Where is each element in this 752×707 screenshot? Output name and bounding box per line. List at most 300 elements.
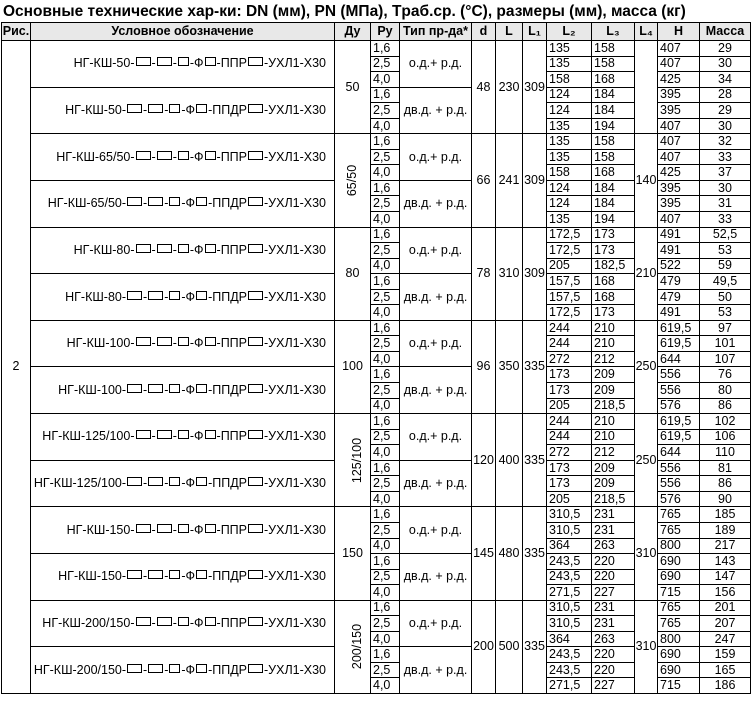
l3-cell: 168 <box>592 72 635 88</box>
designation-suffix: -УХЛ1-Х30 <box>264 56 326 71</box>
l2-cell: 157,5 <box>547 289 592 305</box>
dn-value: 65/50 <box>345 164 359 197</box>
pn-cell: 4,0 <box>371 398 400 414</box>
d-cell: 78 <box>472 227 496 320</box>
mass-cell: 33 <box>700 212 751 228</box>
mass-cell: 86 <box>700 398 751 414</box>
l3-cell: 210 <box>592 336 635 352</box>
designation-cell: НГ-КШ-125/100- - - -Ф -ППР -УХЛ1-Х30 <box>31 414 335 461</box>
h-cell: 619,5 <box>658 336 700 352</box>
l2-cell: 135 <box>547 134 592 150</box>
dn-cell <box>335 134 371 227</box>
designation-prefix: НГ-КШ-200/150- <box>42 616 135 630</box>
placeholder-box <box>248 664 263 673</box>
l4-cell: 250 <box>635 320 658 413</box>
mass-cell: 107 <box>700 351 751 367</box>
l2-cell: 135 <box>547 56 592 72</box>
designation-suffix: -УХЛ1-Х30 <box>264 102 326 117</box>
placeholder-box <box>178 337 189 346</box>
type-cell: дв.д. + р.д. <box>400 460 472 507</box>
mass-cell: 76 <box>700 367 751 383</box>
placeholder-box <box>169 664 180 673</box>
designation-suffix: -УХЛ1-Х30 <box>264 336 326 351</box>
placeholder-box <box>178 524 189 533</box>
pn-cell: 4,0 <box>371 212 400 228</box>
table-row <box>2 414 751 430</box>
l3-cell: 212 <box>592 445 635 461</box>
header-h: H <box>658 23 700 41</box>
l1-cell: 335 <box>523 600 547 693</box>
l4-cell: 310 <box>635 600 658 693</box>
l2-cell: 310,5 <box>547 616 592 632</box>
l2-cell: 244 <box>547 336 592 352</box>
mass-cell: 110 <box>700 445 751 461</box>
l-cell: 241 <box>496 134 523 227</box>
placeholder-box <box>136 430 151 439</box>
placeholder-box <box>157 57 172 66</box>
h-cell: 425 <box>658 72 700 88</box>
l3-cell: 220 <box>592 647 635 663</box>
l2-cell: 205 <box>547 398 592 414</box>
l3-cell: 184 <box>592 196 635 212</box>
designation-cell: НГ-КШ-65/50- - - -Ф -ППР -УХЛ1-Х30 <box>31 134 335 181</box>
placeholder-box <box>127 104 142 113</box>
designation-mid: -ППР <box>216 616 247 630</box>
l3-cell: 168 <box>592 289 635 305</box>
pn-cell: 1,6 <box>371 460 400 476</box>
placeholder-box <box>148 384 163 393</box>
type-cell: дв.д. + р.д. <box>400 647 472 694</box>
pn-cell: 4,0 <box>371 72 400 88</box>
placeholder-box <box>248 570 263 579</box>
mass-cell: 189 <box>700 522 751 538</box>
mass-cell: 30 <box>700 180 751 196</box>
l2-cell: 243,5 <box>547 662 592 678</box>
l2-cell: 310,5 <box>547 600 592 616</box>
placeholder-box <box>136 617 151 626</box>
l2-cell: 243,5 <box>547 647 592 663</box>
l4-cell: 310 <box>635 507 658 600</box>
pn-cell: 1,6 <box>371 227 400 243</box>
dn-cell <box>335 227 371 320</box>
l1-cell: 335 <box>523 414 547 507</box>
placeholder-box <box>248 617 263 626</box>
h-cell: 690 <box>658 569 700 585</box>
pn-cell: 2,5 <box>371 662 400 678</box>
h-cell: 619,5 <box>658 414 700 430</box>
mass-cell: 97 <box>700 320 751 336</box>
pn-cell: 2,5 <box>371 243 400 259</box>
l4-cell <box>635 41 658 134</box>
l2-cell: 157,5 <box>547 274 592 290</box>
l2-cell: 205 <box>547 491 592 507</box>
designation-cell: НГ-КШ-100- - - -Ф -ППДР -УХЛ1-Х30 <box>31 367 335 414</box>
placeholder-box <box>169 291 180 300</box>
designation-mid: -ППР <box>216 56 247 71</box>
l3-cell: 220 <box>592 569 635 585</box>
mass-cell: 37 <box>700 165 751 181</box>
l-cell: 230 <box>496 41 523 134</box>
l3-cell: 184 <box>592 87 635 103</box>
designation-prefix: НГ-КШ-65/50- <box>47 196 127 211</box>
mass-cell: 102 <box>700 414 751 430</box>
pn-cell: 4,0 <box>371 491 400 507</box>
pn-cell: 4,0 <box>371 631 400 647</box>
l4-cell: 250 <box>635 414 658 507</box>
mass-cell: 49,5 <box>700 274 751 290</box>
designation-suffix: -УХЛ1-Х30 <box>264 382 326 397</box>
pn-cell: 4,0 <box>371 445 400 461</box>
l2-cell: 310,5 <box>547 507 592 523</box>
pn-cell: 2,5 <box>371 196 400 212</box>
placeholder-box <box>127 291 142 300</box>
l3-cell: 173 <box>592 243 635 259</box>
placeholder-box <box>148 664 163 673</box>
designation-mid: -ППР <box>216 242 247 257</box>
designation-cell: НГ-КШ-80- - - -Ф -ППР -УХЛ1-Х30 <box>31 227 335 274</box>
mass-cell: 185 <box>700 507 751 523</box>
pn-cell: 1,6 <box>371 647 400 663</box>
l3-cell: 227 <box>592 678 635 694</box>
placeholder-box <box>196 477 207 486</box>
placeholder-box <box>148 570 163 579</box>
designation-prefix: НГ-КШ-65/50- <box>56 149 135 164</box>
h-cell: 690 <box>658 647 700 663</box>
designation-prefix: НГ-КШ-125/100- <box>33 476 127 491</box>
pn-cell: 2,5 <box>371 522 400 538</box>
placeholder-box <box>136 57 151 66</box>
type-cell: о.д.+ р.д. <box>400 134 472 181</box>
l2-cell: 158 <box>547 72 592 88</box>
h-cell: 395 <box>658 103 700 119</box>
dn-value: 80 <box>345 266 360 281</box>
placeholder-box <box>205 57 216 66</box>
header-pn: Ру <box>371 23 400 41</box>
type-cell: о.д.+ р.д. <box>400 507 472 554</box>
placeholder-box <box>169 104 180 113</box>
d-cell: 120 <box>472 414 496 507</box>
l2-cell: 124 <box>547 103 592 119</box>
h-cell: 576 <box>658 398 700 414</box>
pn-cell: 4,0 <box>371 351 400 367</box>
page-title: Основные технические хар-ки: DN (мм), PN (МПа), Tраб.ср. (°С), размеры (мм), масса (кг) <box>3 3 686 20</box>
placeholder-box <box>205 430 216 439</box>
l3-cell: 182,5 <box>592 258 635 274</box>
mass-cell: 159 <box>700 647 751 663</box>
header-dn: Ду <box>335 23 371 41</box>
h-cell: 765 <box>658 522 700 538</box>
placeholder-box <box>136 151 151 160</box>
l-cell: 500 <box>496 600 523 693</box>
designation-suffix: -УХЛ1-Х30 <box>264 429 326 444</box>
placeholder-box <box>169 570 180 579</box>
placeholder-box <box>148 197 163 206</box>
l2-cell: 271,5 <box>547 585 592 601</box>
placeholder-box <box>196 664 207 673</box>
l-cell: 480 <box>496 507 523 600</box>
placeholder-box <box>248 291 263 300</box>
l2-cell: 272 <box>547 445 592 461</box>
placeholder-box <box>248 57 263 66</box>
h-cell: 491 <box>658 305 700 321</box>
h-cell: 491 <box>658 227 700 243</box>
placeholder-box <box>248 197 263 206</box>
mass-cell: 28 <box>700 87 751 103</box>
placeholder-box <box>169 384 180 393</box>
pn-cell: 2,5 <box>371 103 400 119</box>
placeholder-box <box>178 430 189 439</box>
pn-cell: 2,5 <box>371 289 400 305</box>
dn-value: 200/150 <box>350 624 365 670</box>
l3-cell: 210 <box>592 414 635 430</box>
placeholder-box <box>157 430 172 439</box>
mass-cell: 59 <box>700 258 751 274</box>
designation-mid: -ППДР <box>208 102 247 117</box>
designation-prefix: НГ-КШ-50- <box>65 102 127 117</box>
type-cell: о.д.+ р.д. <box>400 320 472 367</box>
pn-cell: 1,6 <box>371 274 400 290</box>
designation-suffix: -УХЛ1-Х30 <box>264 616 326 630</box>
h-cell: 800 <box>658 631 700 647</box>
dn-cell <box>335 41 371 134</box>
placeholder-box <box>178 151 189 160</box>
mass-cell: 147 <box>700 569 751 585</box>
l3-cell: 194 <box>592 118 635 134</box>
designation-suffix: -УХЛ1-Х30 <box>264 242 326 257</box>
l3-cell: 209 <box>592 367 635 383</box>
h-cell: 407 <box>658 134 700 150</box>
placeholder-box <box>157 244 172 253</box>
type-cell: дв.д. + р.д. <box>400 180 472 227</box>
placeholder-box <box>157 617 172 626</box>
pn-cell: 1,6 <box>371 134 400 150</box>
l2-cell: 158 <box>547 165 592 181</box>
l3-cell: 209 <box>592 476 635 492</box>
d-cell: 200 <box>472 600 496 693</box>
designation-cell: НГ-КШ-50- - - -Ф -ППДР -УХЛ1-Х30 <box>31 87 335 134</box>
l-cell: 310 <box>496 227 523 320</box>
table-row <box>2 134 751 150</box>
l2-cell: 172,5 <box>547 227 592 243</box>
l2-cell: 310,5 <box>547 522 592 538</box>
l3-cell: 158 <box>592 41 635 57</box>
h-cell: 491 <box>658 243 700 259</box>
mass-cell: 34 <box>700 72 751 88</box>
l2-cell: 124 <box>547 87 592 103</box>
placeholder-box <box>169 477 180 486</box>
placeholder-box <box>127 197 142 206</box>
placeholder-box <box>205 617 216 626</box>
pn-cell: 2,5 <box>371 476 400 492</box>
l3-cell: 209 <box>592 460 635 476</box>
header-l3: L₃ <box>592 23 635 41</box>
specs-table <box>1 22 751 694</box>
placeholder-box <box>157 337 172 346</box>
h-cell: 407 <box>658 149 700 165</box>
h-cell: 395 <box>658 196 700 212</box>
l3-cell: 184 <box>592 180 635 196</box>
l-cell: 400 <box>496 414 523 507</box>
header-type: Тип пр-да* <box>400 23 472 41</box>
l2-cell: 173 <box>547 367 592 383</box>
l3-cell: 173 <box>592 305 635 321</box>
mass-cell: 207 <box>700 616 751 632</box>
h-cell: 522 <box>658 258 700 274</box>
designation-cell: НГ-КШ-200/150- - - -Ф -ППР -УХЛ1-Х30 <box>31 600 335 647</box>
l-cell: 350 <box>496 320 523 413</box>
placeholder-box <box>127 477 142 486</box>
designation-mid: -ППР <box>216 522 247 537</box>
l3-cell: 158 <box>592 149 635 165</box>
designation-cell: НГ-КШ-80- - - -Ф -ППДР -УХЛ1-Х30 <box>31 274 335 321</box>
l1-cell: 309 <box>523 227 547 320</box>
placeholder-box <box>148 477 163 486</box>
placeholder-box <box>136 524 151 533</box>
h-cell: 395 <box>658 180 700 196</box>
placeholder-box <box>157 524 172 533</box>
h-cell: 407 <box>658 56 700 72</box>
d-cell: 96 <box>472 320 496 413</box>
pn-cell: 2,5 <box>371 616 400 632</box>
mass-cell: 201 <box>700 600 751 616</box>
h-cell: 715 <box>658 585 700 601</box>
placeholder-box <box>196 197 207 206</box>
placeholder-box <box>205 524 216 533</box>
pn-cell: 4,0 <box>371 678 400 694</box>
l2-cell: 205 <box>547 258 592 274</box>
designation-prefix: НГ-КШ-125/100- <box>42 429 135 444</box>
mass-cell: 106 <box>700 429 751 445</box>
header-designation: Условное обозначение <box>31 23 335 41</box>
designation-prefix: НГ-КШ-50- <box>73 56 135 71</box>
pn-cell: 1,6 <box>371 87 400 103</box>
placeholder-box <box>248 430 263 439</box>
pn-cell: 1,6 <box>371 180 400 196</box>
placeholder-box <box>148 104 163 113</box>
dn-value: 100 <box>342 359 363 374</box>
type-cell: дв.д. + р.д. <box>400 87 472 134</box>
figure-number: 2 <box>2 41 31 694</box>
designation-cell: НГ-КШ-200/150- - - -Ф -ППДР -УХЛ1-Х30 <box>31 647 335 694</box>
placeholder-box <box>127 384 142 393</box>
h-cell: 715 <box>658 678 700 694</box>
mass-cell: 217 <box>700 538 751 554</box>
designation-suffix: -УХЛ1-Х30 <box>264 196 326 211</box>
designation-cell: НГ-КШ-150- - - -Ф -ППР -УХЛ1-Х30 <box>31 507 335 554</box>
l2-cell: 135 <box>547 118 592 134</box>
l3-cell: 210 <box>592 320 635 336</box>
pn-cell: 4,0 <box>371 538 400 554</box>
pn-cell: 4,0 <box>371 305 400 321</box>
placeholder-box <box>248 337 263 346</box>
h-cell: 407 <box>658 212 700 228</box>
h-cell: 395 <box>658 87 700 103</box>
table-row <box>2 507 751 523</box>
placeholder-box <box>178 617 189 626</box>
l3-cell: 220 <box>592 554 635 570</box>
l2-cell: 173 <box>547 383 592 399</box>
mass-cell: 50 <box>700 289 751 305</box>
mass-cell: 90 <box>700 491 751 507</box>
designation-prefix: НГ-КШ-100- <box>66 336 135 351</box>
placeholder-box <box>196 291 207 300</box>
designation-mid: -ППДР <box>208 662 247 677</box>
h-cell: 479 <box>658 289 700 305</box>
designation-prefix: НГ-КШ-80- <box>65 289 127 304</box>
l2-cell: 272 <box>547 351 592 367</box>
h-cell: 765 <box>658 616 700 632</box>
designation-mid: -ППДР <box>208 289 247 304</box>
h-cell: 479 <box>658 274 700 290</box>
designation-prefix: НГ-КШ-80- <box>73 242 135 257</box>
pn-cell: 2,5 <box>371 569 400 585</box>
h-cell: 556 <box>658 460 700 476</box>
dn-cell <box>335 507 371 600</box>
l2-cell: 244 <box>547 429 592 445</box>
placeholder-box <box>127 570 142 579</box>
mass-cell: 165 <box>700 662 751 678</box>
type-cell: о.д.+ р.д. <box>400 41 472 88</box>
l2-cell: 244 <box>547 414 592 430</box>
h-cell: 800 <box>658 538 700 554</box>
header-l4: L₄ <box>635 23 658 41</box>
placeholder-box <box>196 384 207 393</box>
table-row <box>2 600 751 616</box>
placeholder-box <box>196 104 207 113</box>
placeholder-box <box>248 244 263 253</box>
mass-cell: 80 <box>700 383 751 399</box>
h-cell: 690 <box>658 554 700 570</box>
placeholder-box <box>248 104 263 113</box>
l3-cell: 168 <box>592 165 635 181</box>
l1-cell: 309 <box>523 41 547 134</box>
mass-cell: 52,5 <box>700 227 751 243</box>
placeholder-box <box>205 337 216 346</box>
h-cell: 576 <box>658 491 700 507</box>
d-cell: 145 <box>472 507 496 600</box>
designation-prefix: НГ-КШ-150- <box>66 522 135 537</box>
placeholder-box <box>178 244 189 253</box>
l3-cell: 209 <box>592 383 635 399</box>
pn-cell: 2,5 <box>371 383 400 399</box>
l2-cell: 173 <box>547 476 592 492</box>
designation-cell: НГ-КШ-100- - - -Ф -ППР -УХЛ1-Х30 <box>31 320 335 367</box>
designation-cell: НГ-КШ-125/100- - - -Ф -ППДР -УХЛ1-Х30 <box>31 460 335 507</box>
type-cell: дв.д. + р.д. <box>400 554 472 601</box>
l2-cell: 135 <box>547 41 592 57</box>
l4-cell: 210 <box>635 227 658 320</box>
l3-cell: 218,5 <box>592 491 635 507</box>
dn-value: 125/100 <box>350 437 365 483</box>
mass-cell: 33 <box>700 149 751 165</box>
designation-cell: НГ-КШ-50- - - -Ф -ППР -УХЛ1-Х30 <box>31 41 335 88</box>
header-row <box>2 23 751 41</box>
l3-cell: 158 <box>592 134 635 150</box>
h-cell: 407 <box>658 118 700 134</box>
mass-cell: 156 <box>700 585 751 601</box>
designation-suffix: -УХЛ1-Х30 <box>264 569 326 584</box>
mass-cell: 53 <box>700 243 751 259</box>
pn-cell: 2,5 <box>371 336 400 352</box>
designation-suffix: -УХЛ1-Х30 <box>264 522 326 537</box>
designation-mid: -ППДР <box>208 476 247 491</box>
designation-mid: -ППР <box>216 149 247 164</box>
h-cell: 619,5 <box>658 320 700 336</box>
placeholder-box <box>136 244 151 253</box>
designation-mid: -ППР <box>216 429 247 444</box>
placeholder-box <box>148 291 163 300</box>
placeholder-box <box>205 151 216 160</box>
